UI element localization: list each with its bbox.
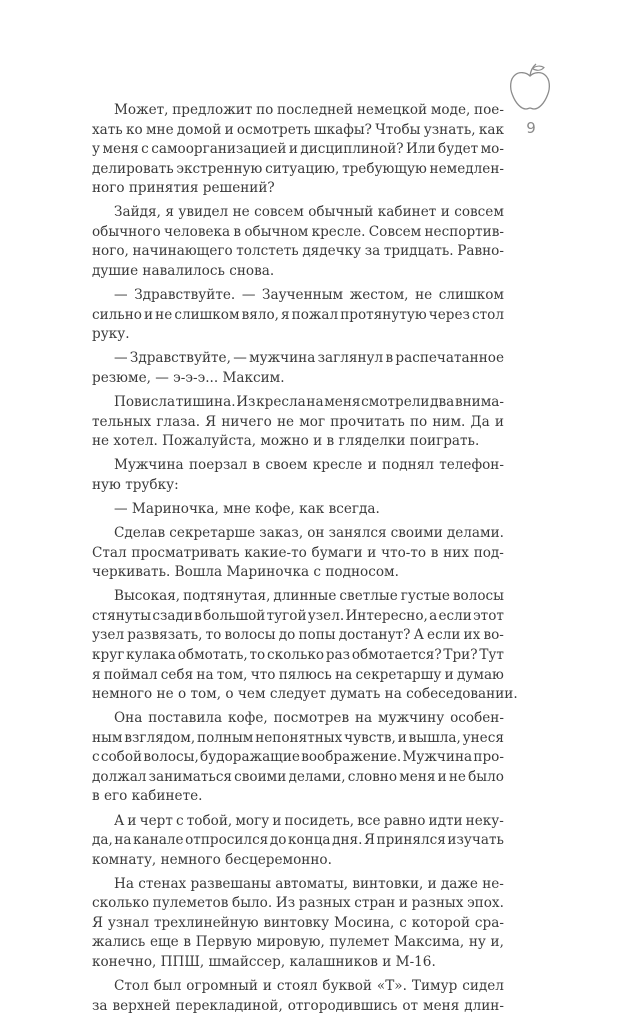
paragraph bbox=[92, 709, 504, 807]
text-line: сильно и не слишком вяло, я пожал протянутую через стол bbox=[92, 306, 504, 323]
text-line: делировать экстренную ситуацию, требующую немедлен- bbox=[92, 160, 504, 177]
text-line: у меня с самоорганизацией и дисциплиной? Или будет мо- bbox=[92, 141, 504, 158]
text-line: комнату, немного бесцеремонно. bbox=[92, 851, 332, 868]
text-line: руку. bbox=[92, 326, 130, 343]
text-line: Я узнал трехлинейную винтовку Мосина, с которой сра- bbox=[92, 914, 504, 931]
text-line: На стенах развешаны автоматы, винтовки, и даже не- bbox=[114, 875, 504, 892]
paragraph bbox=[92, 393, 504, 452]
apple-icon bbox=[508, 62, 552, 112]
text-line: должал заниматься своими делами, словно меня и не было bbox=[92, 768, 504, 785]
text-line: стянуты сзади в большой тугой узел. Интересно, а если этот bbox=[92, 607, 504, 624]
text-line: немного не о том, о чем следует думать на собеседовании. bbox=[92, 686, 518, 703]
text-line: Мужчина поерзал в своем кресле и поднял телефон- bbox=[114, 457, 504, 474]
body-text bbox=[92, 101, 518, 1016]
text-line: я поймал себя на том, что пялюсь на секретаршу и думаю bbox=[92, 666, 504, 683]
text-line: сколько пулеметов было. Из разных стран и разных эпох. bbox=[92, 895, 504, 912]
text-line: черкивать. Вошла Мариночка с подносом. bbox=[92, 564, 399, 581]
text-line: конечно, ППШ, шмайссер, калашников и М-16. bbox=[92, 953, 436, 970]
page-number: 9 bbox=[526, 119, 536, 137]
paragraph bbox=[92, 812, 504, 871]
text-line: Повисла тишина. Из кресла на меня смотрели два внима- bbox=[114, 394, 504, 411]
text-line: душие навалилось снова. bbox=[92, 262, 275, 279]
text-line: Стол был огромный и стоял буквой «Т». Тимур сидел bbox=[114, 978, 504, 995]
paragraph bbox=[92, 587, 518, 704]
text-line: жались еще в Первую мировую, пулемет Максима, ну и, bbox=[92, 934, 504, 951]
paragraph bbox=[92, 101, 504, 199]
text-line: Стал просматривать какие-то бумаги и что-то в них под- bbox=[92, 544, 504, 561]
paragraph bbox=[92, 524, 504, 583]
text-line: тельных глаза. Я ничего не мог прочитать по ним. Да и bbox=[92, 413, 504, 430]
text-line: резюме, — э-э-э... Максим. bbox=[92, 369, 285, 386]
text-line: за верхней перекладиной, отгородившись от меня длин- bbox=[92, 997, 504, 1014]
text-line: не хотел. Пожалуйста, можно и в гляделки поиграть. bbox=[92, 433, 480, 450]
text-line: круг кулака обмотать, то сколько раз обмотается? Три? Тут bbox=[92, 646, 504, 663]
paragraph bbox=[92, 456, 504, 495]
paragraph bbox=[92, 500, 504, 520]
text-line: хать ко мне домой и осмотреть шкафы? Чтобы узнать, как bbox=[92, 121, 504, 138]
text-line: — Мариночка, мне кофе, как всегда. bbox=[114, 500, 380, 517]
paragraph bbox=[92, 349, 504, 388]
text-line: Высокая, подтянутая, длинные светлые густые волосы bbox=[114, 588, 504, 605]
text-line: да, на канале отпросился до конца дня. Я принялся изучать bbox=[92, 832, 504, 849]
text-line: Может, предложит по последней немецкой моде, поe- bbox=[114, 102, 504, 118]
text-line: Она поставила кофе, посмотрев на мужчину особен- bbox=[114, 710, 504, 727]
text-line: ную трубку: bbox=[92, 476, 179, 493]
text-line: узел развязать, то волосы до попы достанут? А если их во- bbox=[92, 627, 504, 644]
paragraph bbox=[92, 875, 504, 973]
text-line: Зайдя, я увидел не совсем обычный кабинет и совсем bbox=[114, 204, 504, 221]
text-line: обычного человека в обычном кресле. Совсем неспортив- bbox=[92, 223, 504, 240]
text-line: с собой волосы, будоражащие воображение. Мужчина про- bbox=[92, 749, 504, 766]
text-line: в его кабинете. bbox=[92, 788, 203, 805]
paragraph bbox=[92, 977, 504, 1016]
text-line: ного принятия решений? bbox=[92, 180, 275, 197]
text-line: — Здравствуйте. — Заученным жестом, не слишком bbox=[114, 287, 504, 304]
paragraph bbox=[92, 203, 504, 281]
text-line: Сделав секретарше заказ, он занялся своими делами. bbox=[114, 525, 504, 542]
text-line: А и черт с тобой, могу и посидеть, все равно идти неку- bbox=[114, 812, 504, 829]
text-line: ным взглядом, полным непонятных чувств, и вышла, унеся bbox=[92, 729, 504, 746]
paragraph bbox=[92, 286, 504, 345]
text-line: — Здравствуйте, — мужчина заглянул в распечатанное bbox=[114, 350, 504, 367]
text-line: ного, начинающего толстеть дядечку за тридцать. Равно- bbox=[92, 243, 504, 260]
